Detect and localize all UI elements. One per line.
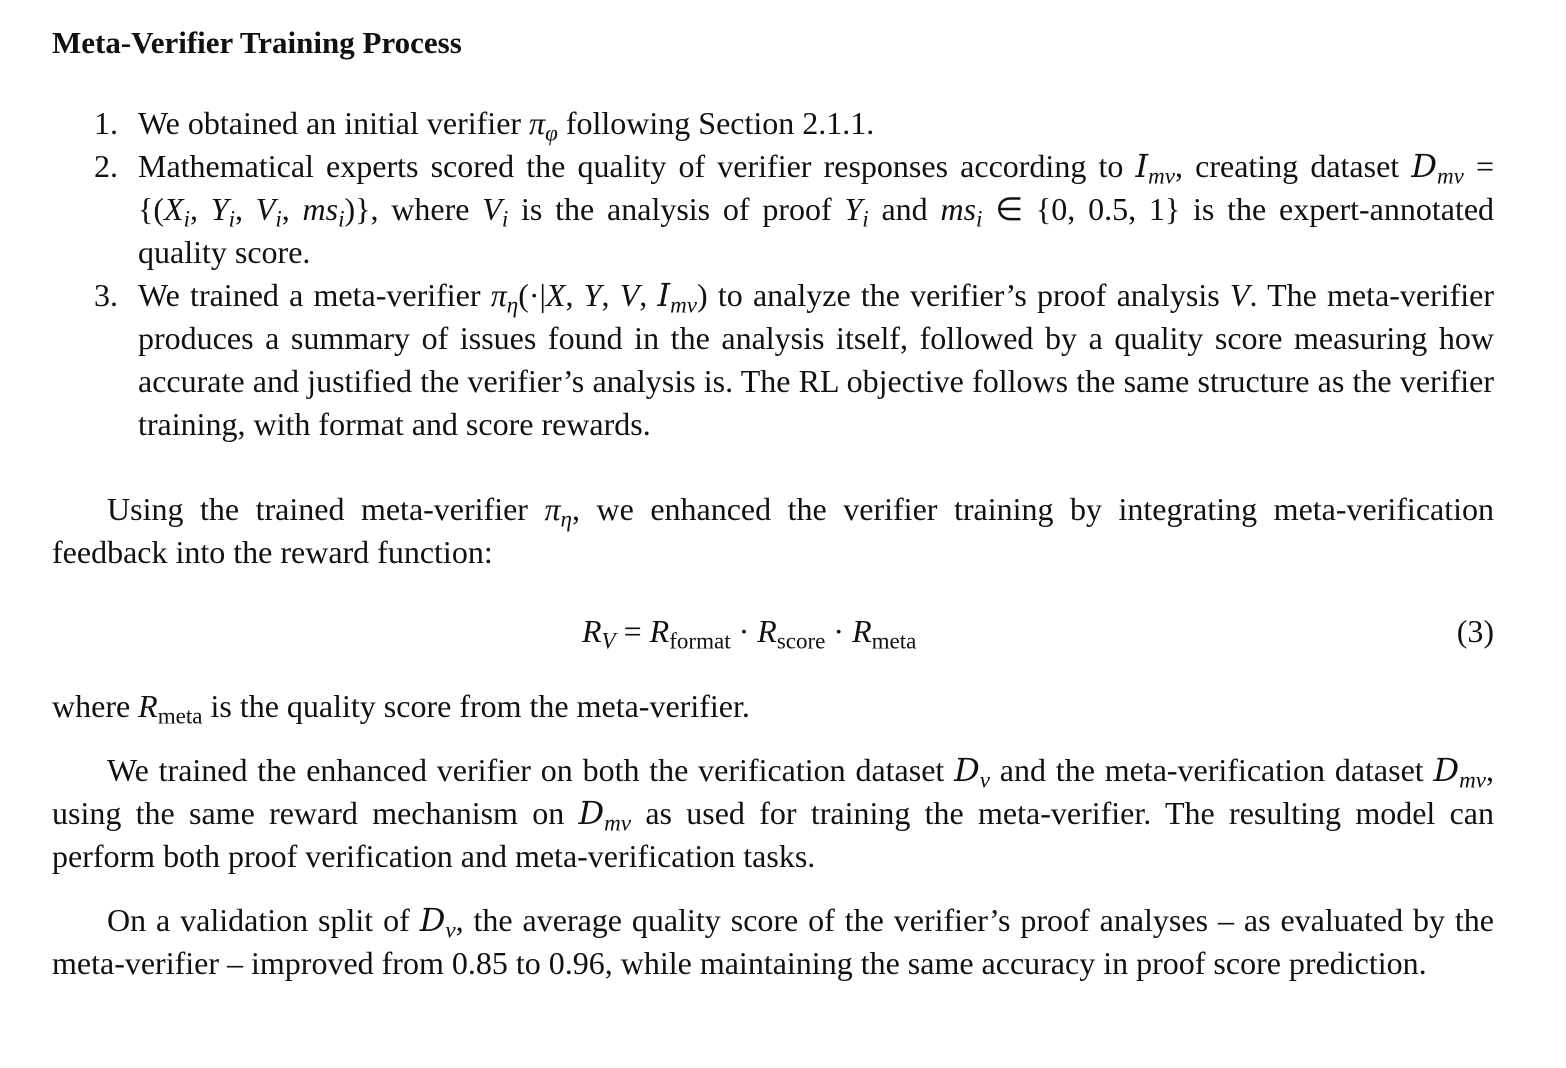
list-number: 1. xyxy=(94,105,118,141)
training-steps-list xyxy=(52,102,1494,446)
list-number: 2. xyxy=(94,148,118,184)
page xyxy=(52,24,1494,985)
list-item: 1. We obtained an initial verifier $\pi_\varphi$ following Section 2.1.1. xyxy=(52,102,1494,145)
list-item: 3. We trained a meta-verifier $\pi_\eta(\cdot|X$, Y, V, $I_{mv}$) to analyze the verifier’s proof analysis V. The meta-verifier produces a summary of issues found in the analysis itself, followed by a quality score measuring how accurate and justified the verifier’s analysis is. The RL objective follows the same structure as the verifier training, with format and score rewards. xyxy=(94,276,1495,442)
list-number: 3. xyxy=(94,277,118,313)
section-heading: Meta-Verifier Training Process xyxy=(52,25,462,60)
equation-number: (3) xyxy=(1456,613,1494,649)
paragraph-validation: On a validation split of $D_v$, the average quality score of the verifier’s proof analyses – as evaluated by the meta-verifier – improved from 0.85 to 0.96, while maintaining the same accuracy in proof score prediction. xyxy=(52,901,1495,981)
equation-body: $R_V = R_{format} \cdot R_{score} \cdot R_{meta}$ xyxy=(582,613,917,654)
paragraph-meta-feedback: Using the trained meta-verifier $\pi_\eta$, we enhanced the verifier training by integrating meta-verification feedback into the reward function: xyxy=(52,491,1494,570)
paragraph-where: where $R_{meta}$ is the quality score from the meta-verifier. xyxy=(52,688,750,729)
list-item: 2. Mathematical experts scored the quality of verifier responses according to $I_{mv}$, creating dataset $D_{mv} = \{(X_i$, $Y_i$, $V_i$, $ms_i$)}, where $V_i$ is the analysis of proof $Y_i$ and $ms_i$ ∈ {0, 0.5, 1} is the expert-annotated quality score. xyxy=(94,147,1495,270)
equation-3 xyxy=(52,610,1494,653)
paragraph-enhanced-verifier: We trained the enhanced verifier on both the verification dataset $D_v$ and the meta-verification dataset $D_{mv}$, using the same reward mechanism on $D_{mv}$ as used for training the meta-verifier. The resulting model can perform both proof verification and meta-verification tasks. xyxy=(52,751,1495,874)
